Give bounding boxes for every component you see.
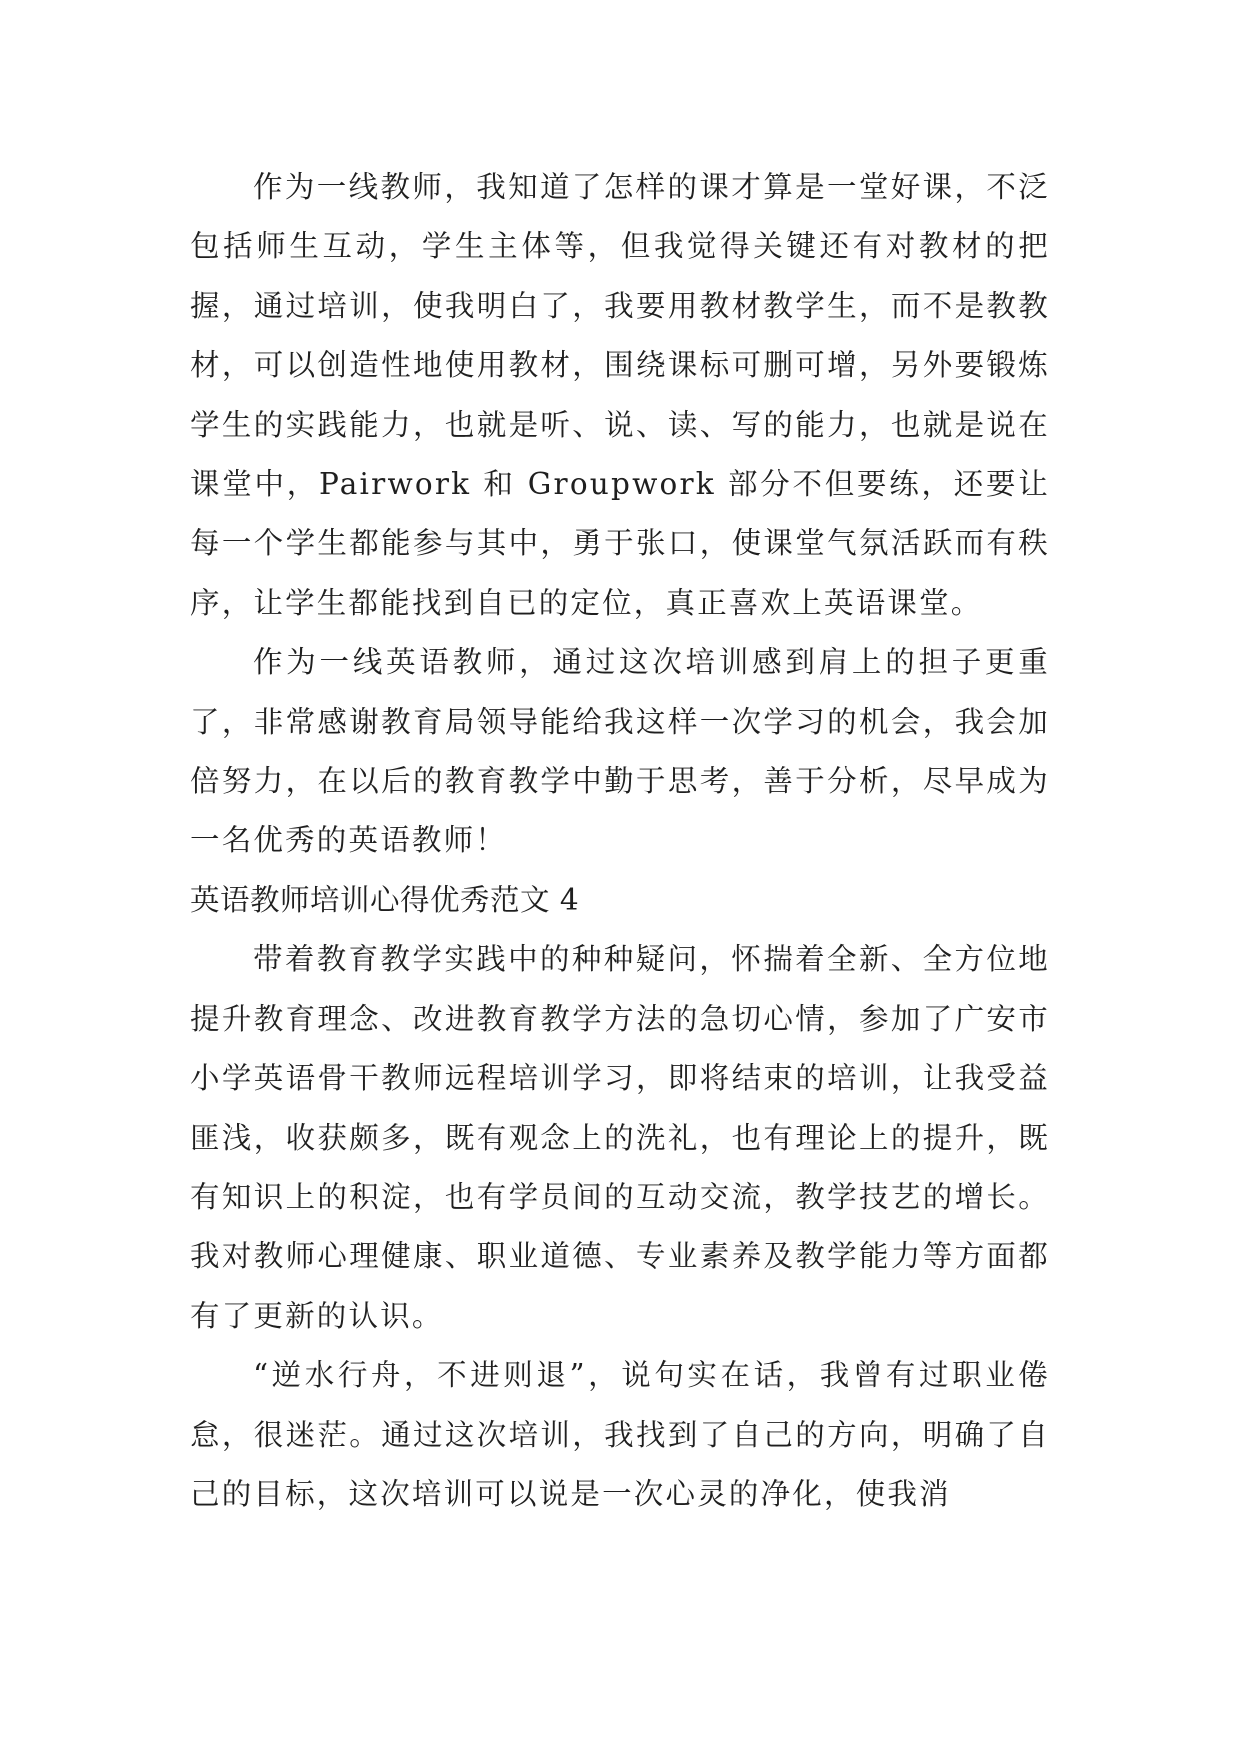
- paragraph-career-direction: “逆水行舟，不进则退”，说句实在话，我曾有过职业倦怠，很迷茫。通过这次培训，我找到了自己的方向，明确了自己的目标，这次培训可以说是一次心灵的净化，使我消: [190, 1358, 1050, 1511]
- paragraph-training-gains: 带着教育教学实践中的种种疑问，怀揣着全新、全方位地提升教育理念、改进教育教学方法的急切心情，参加了广安市小学英语骨干教师远程培训学习，即将结束的培训，让我受益匪浅，收获颇多，既有观念上的洗礼，也有理论上的提升，既有知识上的积淀，也有学员间的互动交流，教学技艺的增长。我对教师心理健康、职业道德、专业素养及教学能力等方面都有了更新的认识。: [190, 942, 1050, 1333]
- document-body: [190, 158, 1050, 1524]
- paragraph-good-lesson: 作为一线教师，我知道了怎样的课才算是一堂好课，不泛包括师生互动，学生主体等，但我觉得关键还有对教材的把握，通过培训，使我明白了，我要用教材教学生，而不是教教材，可以创造性地使用教材，围绕课标可删可增，另外要锻炼学生的实践能力，也就是听、说、读、写的能力，也就是说在课堂中，Pairwork 和 Groupwork 部分不但要练，还要让每一个学生都能参与其中，勇于张口，使课堂气氛活跃而有秩序，让学生都能找到自已的定位，真正喜欢上英语课堂。: [190, 170, 1050, 620]
- paragraph-teacher-commitment: 作为一线英语教师，通过这次培训感到肩上的担子更重了，非常感谢教育局领导能给我这样一次学习的机会，我会加倍努力，在以后的教育教学中勤于思考，善于分析，尽早成为一名优秀的英语教师！: [190, 645, 1050, 858]
- section-title: 英语教师培训心得优秀范文 4: [190, 882, 580, 917]
